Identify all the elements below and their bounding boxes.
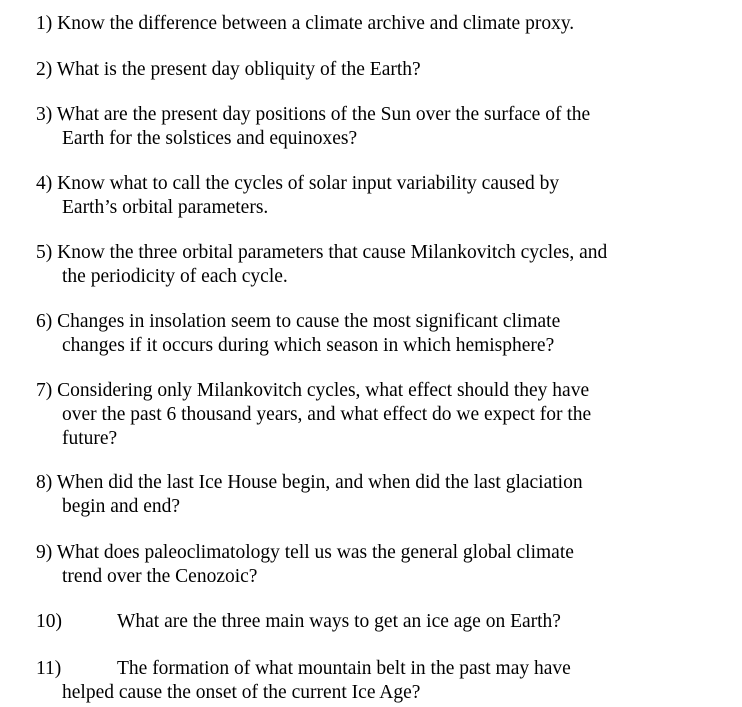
question-text: What are the three main ways to get an ice age on Earth? [117, 611, 561, 632]
question-text-continued: helped cause the onset of the current Ice Age? [62, 682, 421, 703]
question-number: 8) [36, 472, 53, 493]
question-text-continued: over the past 6 thousand years, and what effect do we expect for the [62, 404, 592, 425]
question-text: When did the last Ice House begin, and when did the last glaciation [56, 472, 583, 493]
question-text-continued: future? [62, 428, 118, 449]
question-text: Know the three orbital parameters that cause Milankovitch cycles, and [57, 242, 608, 263]
question-3 [36, 103, 726, 151]
question-10 [36, 610, 726, 634]
question-number: 7) [36, 380, 53, 401]
question-number: 5) [36, 242, 53, 263]
question-6 [36, 310, 726, 358]
question-text: Considering only Milankovitch cycles, what effect should they have [57, 380, 590, 401]
question-4 [36, 172, 726, 220]
question-number: 4) [36, 173, 53, 194]
question-text: Changes in insolation seem to cause the most significant climate [57, 311, 561, 332]
question-text: What are the present day positions of the Sun over the surface of the [56, 104, 591, 125]
question-number: 1) [36, 13, 53, 34]
question-text-continued: changes if it occurs during which season in which hemisphere? [62, 335, 555, 356]
question-text-continued: begin and end? [62, 496, 181, 517]
question-number: 11) [36, 658, 62, 679]
question-text: Know the difference between a climate archive and climate proxy. [57, 13, 575, 34]
question-1 [36, 12, 726, 36]
question-text: The formation of what mountain belt in the past may have [117, 658, 571, 679]
question-11 [36, 657, 726, 705]
question-text-continued: Earth’s orbital parameters. [62, 197, 269, 218]
question-text-continued: Earth for the solstices and equinoxes? [62, 128, 358, 149]
question-9 [36, 541, 726, 589]
question-8 [36, 471, 726, 519]
question-text-continued: trend over the Cenozoic? [62, 566, 258, 587]
question-number: 2) [36, 59, 53, 80]
question-number: 3) [36, 104, 53, 125]
question-text: What is the present day obliquity of the Earth? [56, 59, 421, 80]
question-7 [36, 379, 726, 451]
question-number: 10) [36, 611, 62, 632]
question-2 [36, 58, 726, 82]
question-text-continued: the periodicity of each cycle. [62, 266, 288, 287]
question-text: What does paleoclimatology tell us was the general global climate [56, 542, 574, 563]
question-text: Know what to call the cycles of solar input variability caused by [57, 173, 560, 194]
question-number: 9) [36, 542, 53, 563]
question-number: 6) [36, 311, 53, 332]
question-5 [36, 241, 726, 289]
